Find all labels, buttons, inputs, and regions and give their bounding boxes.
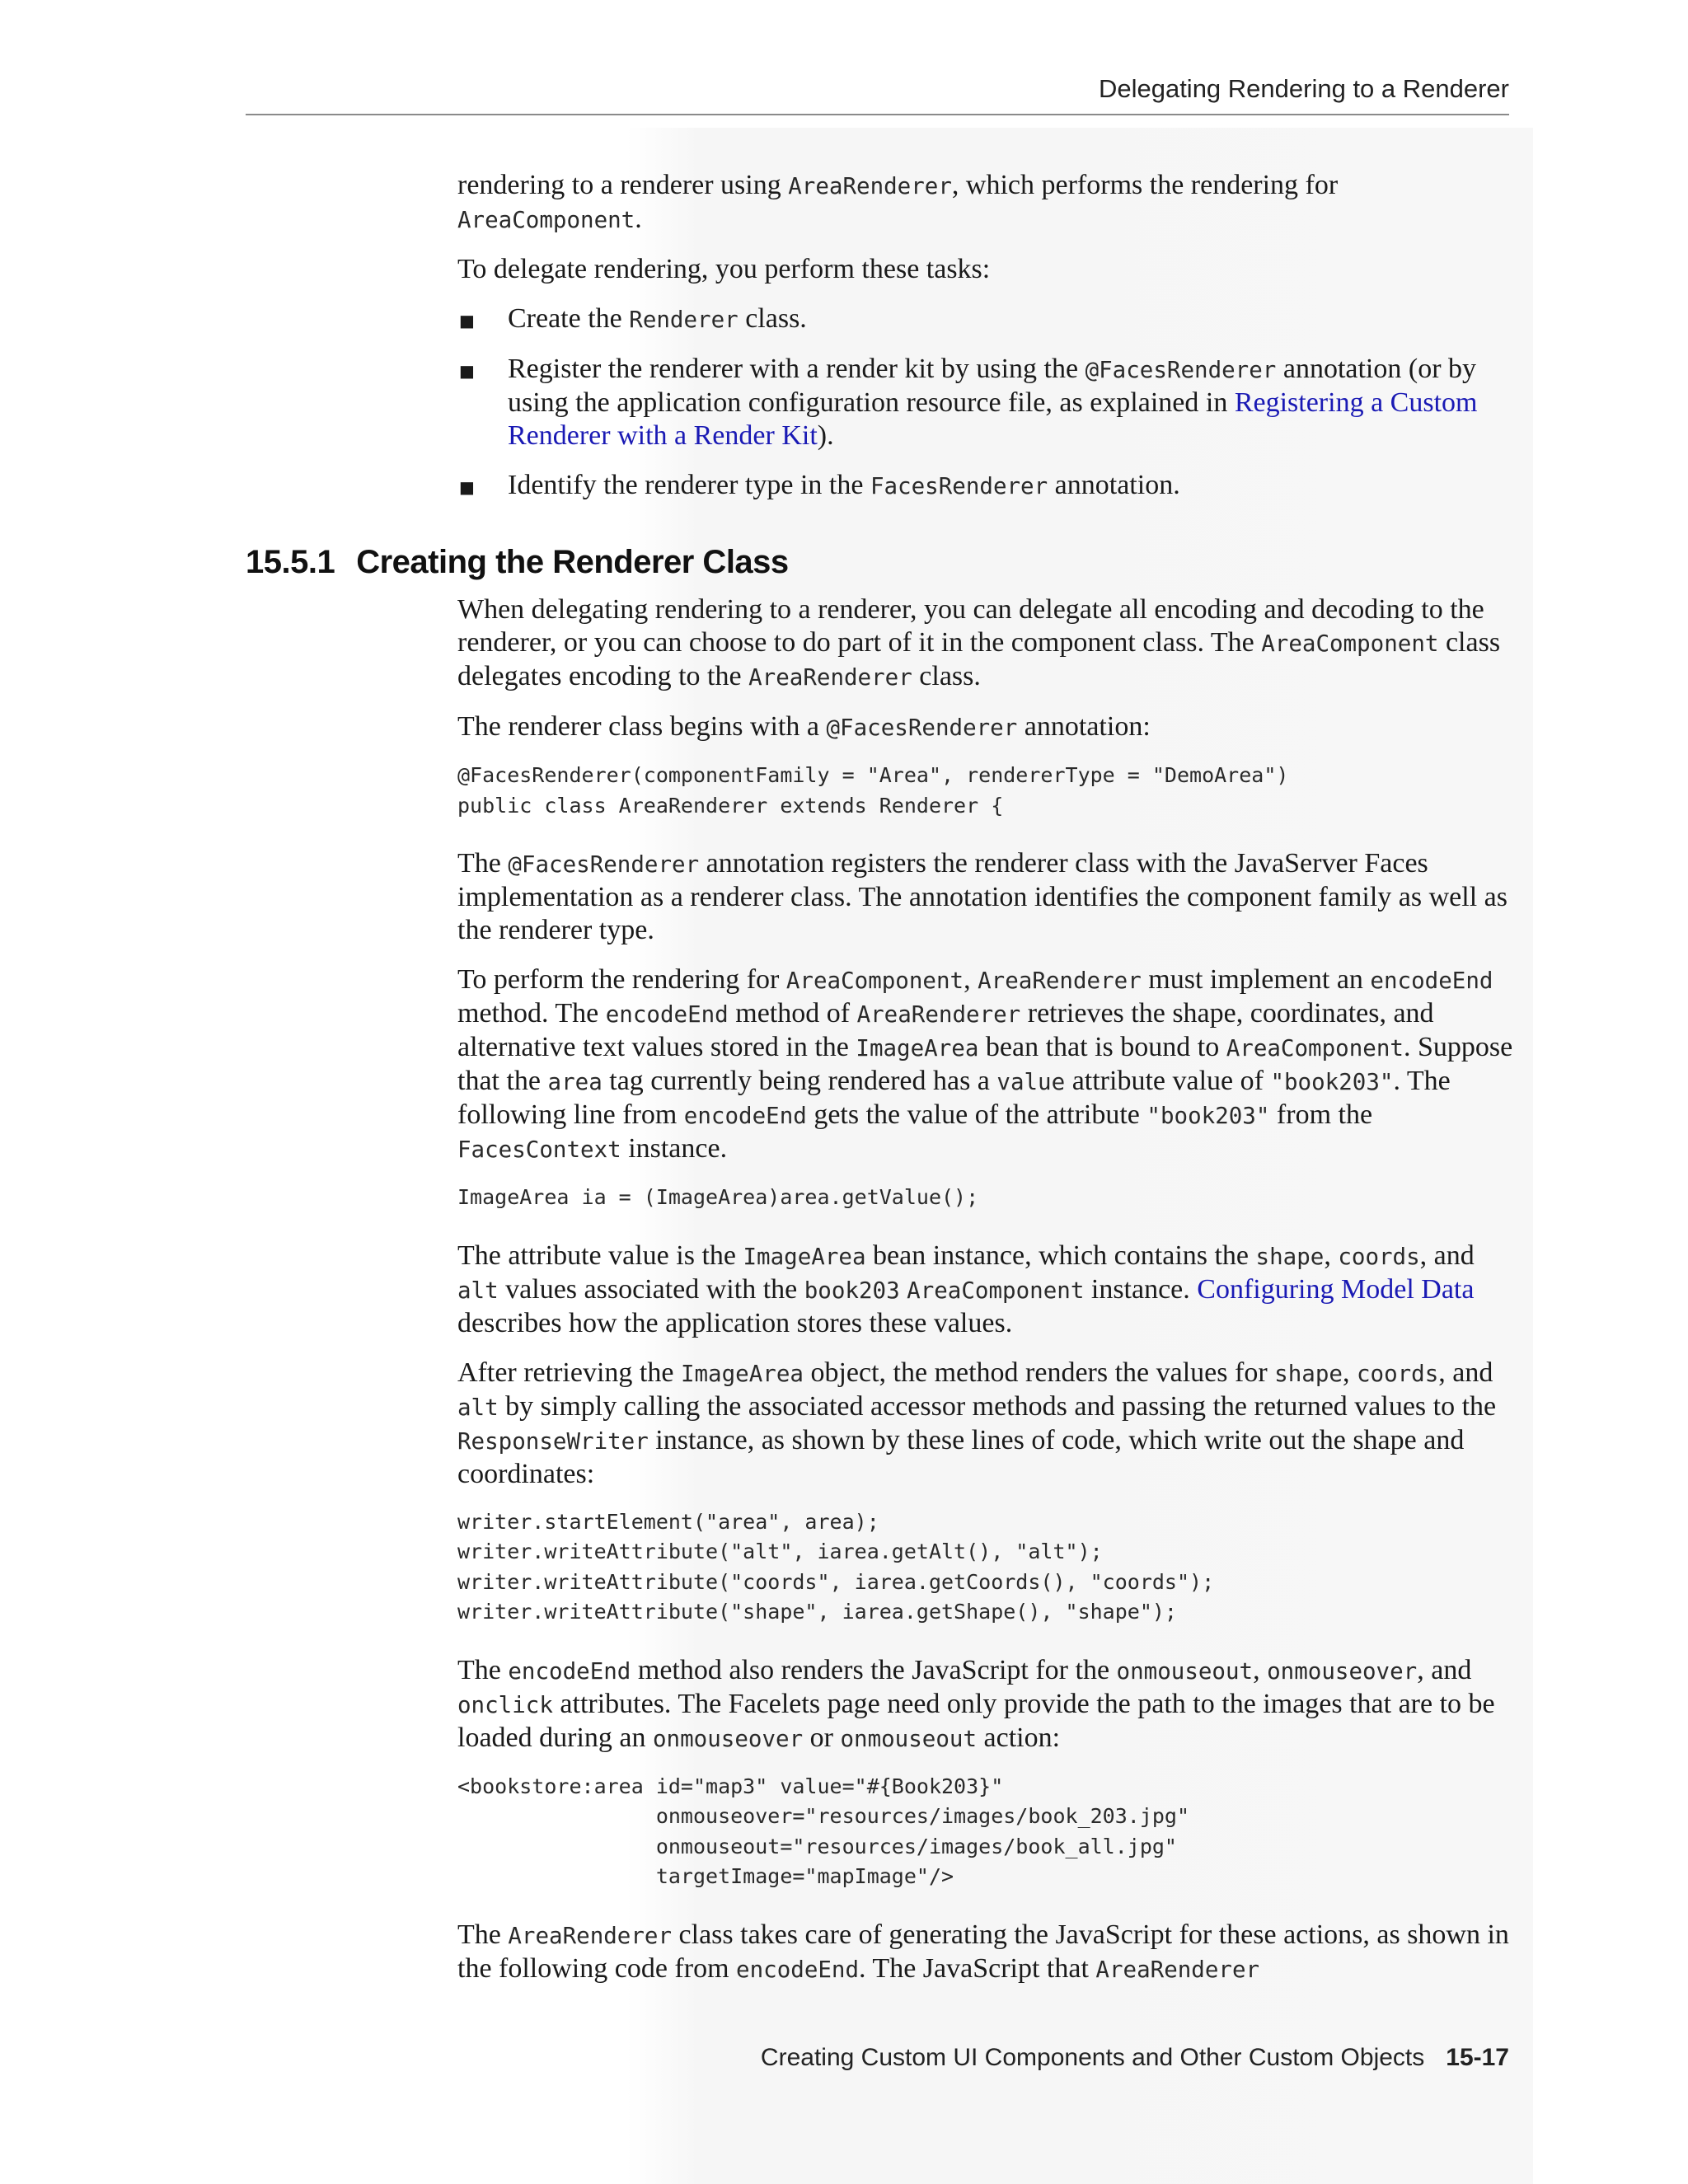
code-term: coords: [1338, 1243, 1420, 1270]
text: rendering to a renderer using: [457, 170, 789, 200]
text: , and: [1419, 1240, 1475, 1271]
text: instance.: [621, 1133, 728, 1164]
square-bullet-icon: ■: [459, 361, 475, 381]
code-term: ResponseWriter: [457, 1427, 649, 1455]
code-term: ImageArea: [743, 1243, 866, 1270]
text: attributes. The Facelets page need only provide the path to the images that are to be loaded during an: [457, 1688, 1495, 1753]
code-term: AreaComponent: [1261, 630, 1439, 657]
text: class.: [738, 303, 807, 334]
text: ,: [1253, 1654, 1268, 1685]
text: method. The: [457, 998, 606, 1029]
text: retrieves the shape, coordinates, and alternative text values stored in the: [457, 998, 1434, 1062]
text: annotation (or by using the application configuration resource file, as explained in: [508, 354, 1477, 418]
code-term: AreaRenderer: [978, 968, 1142, 994]
code-term: ImageArea: [680, 1360, 804, 1387]
code-term: FacesRenderer: [870, 473, 1048, 499]
link-configuring-model-data[interactable]: Configuring Model Data: [1197, 1273, 1475, 1305]
code-term: FacesContext: [457, 1137, 621, 1163]
code-term: @FacesRenderer: [508, 851, 700, 878]
code-term: AreaComponent: [785, 968, 964, 994]
text: To perform the rendering for: [457, 964, 786, 995]
text: class delegates encoding to the: [457, 627, 1501, 691]
list-item: [457, 469, 1517, 503]
code-term: alt: [457, 1277, 499, 1304]
text: When delegating rendering to a renderer, you can delegate all encoding and decoding to the renderer, or you can choose to do part of it in the component class. The: [457, 594, 1484, 658]
text: The: [457, 1919, 509, 1950]
code-term: AreaComponent: [907, 1277, 1085, 1304]
text: After retrieving the: [457, 1357, 681, 1388]
section-number: 15.5.1: [246, 544, 335, 580]
code-term: area: [547, 1069, 603, 1095]
text: from the: [1269, 1099, 1373, 1130]
text: , and: [1417, 1654, 1472, 1685]
text: . The following line from: [457, 1066, 1451, 1130]
code-term: AreaComponent: [457, 207, 635, 233]
text: annotation registers the renderer class with the JavaServer Faces implementation as a renderer class. The annotation identifies the component family as well as the renderer type.: [457, 848, 1507, 945]
section-paragraph-4: [457, 963, 1517, 1166]
code-term: shape: [1255, 1243, 1325, 1270]
section-paragraph-1: [457, 593, 1517, 694]
code-term: shape: [1274, 1360, 1343, 1387]
text: instance, as shown by these lines of code, which write out the shape and coordinates:: [457, 1424, 1465, 1489]
header-divider: [246, 114, 1509, 115]
code-term: @FacesRenderer: [826, 715, 1018, 741]
code-term: "book203": [1146, 1103, 1270, 1129]
code-term: Renderer: [629, 307, 738, 333]
text: method of: [728, 998, 857, 1029]
text: Identify the renderer type in the: [508, 470, 870, 500]
code-block-facelets: <bookstore:area id="map3" value="#{Book203}" onmouseover="resources/images/book_203.jpg" onmouseout="resources/images/book_all.jpg" targetImage="mapImage"/>: [457, 1774, 1190, 1888]
text: attribute value of: [1065, 1066, 1271, 1096]
text: . Suppose that the: [457, 1032, 1513, 1096]
text: bean that is bound to: [978, 1032, 1226, 1062]
text: tag currently being rendered has a: [602, 1066, 997, 1096]
link-registering-custom-renderer[interactable]: Registering a Custom Renderer with a Render Kit: [508, 387, 1478, 451]
text: instance.: [1084, 1273, 1198, 1305]
code-term: AreaRenderer: [856, 1001, 1021, 1028]
code-term: onmouseover: [653, 1725, 804, 1752]
text: Create the: [508, 303, 630, 334]
square-bullet-icon: ■: [459, 477, 475, 497]
code-term: encodeEnd: [683, 1103, 807, 1129]
text: class takes care of generating the JavaScript for these actions, as shown in the following code from: [457, 1919, 1509, 1984]
text: method also renders the JavaScript for the: [631, 1654, 1117, 1685]
code-term: encodeEnd: [736, 1956, 860, 1983]
code-block-getvalue: ImageArea ia = (ImageArea)area.getValue();: [457, 1185, 979, 1209]
text: Register the renderer with a render kit by using the: [508, 354, 1085, 384]
section-heading: [246, 544, 789, 581]
text: The: [457, 848, 509, 879]
list-item: [457, 353, 1517, 452]
section-paragraph-3: [457, 847, 1517, 947]
section-paragraph-6: [457, 1357, 1517, 1491]
code-term: onmouseout: [840, 1725, 978, 1752]
code-block-annotation: @FacesRenderer(componentFamily = "Area", rendererType = "DemoArea") public class AreaRenderer extends Renderer {: [457, 763, 1289, 818]
code-term: encodeEnd: [508, 1657, 631, 1685]
intro-content: [457, 169, 1517, 519]
section-paragraph-8: [457, 1919, 1517, 1986]
code-term: coords: [1356, 1360, 1439, 1387]
page-number: 15-17: [1446, 2044, 1509, 2071]
code-term: AreaRenderer: [1095, 1956, 1260, 1983]
code-term: encodeEnd: [1370, 968, 1493, 994]
text: [900, 1274, 907, 1305]
text: annotation.: [1048, 470, 1180, 500]
section-paragraph-5: [457, 1240, 1517, 1340]
text: The renderer class begins with a: [457, 711, 827, 742]
code-term: AreaRenderer: [508, 1922, 673, 1949]
section-paragraph-2: [457, 710, 1517, 744]
running-footer: [761, 2044, 1509, 2072]
text: . The JavaScript that: [859, 1952, 1096, 1984]
code-term: AreaRenderer: [788, 173, 952, 199]
footer-title: Creating Custom UI Components and Other Custom Objects: [760, 2044, 1425, 2071]
text: object, the method renders the values for: [803, 1357, 1275, 1388]
text: ,: [964, 964, 978, 995]
code-term: alt: [457, 1394, 499, 1421]
code-term: ImageArea: [856, 1035, 979, 1062]
text: ,: [1324, 1240, 1339, 1271]
text: gets the value of the attribute: [806, 1099, 1147, 1130]
text: ).: [817, 420, 834, 451]
intro-paragraph-2: To delegate rendering, you perform these tasks:: [457, 254, 991, 284]
text: , which performs the rendering for: [951, 170, 1339, 200]
code-term: onclick: [457, 1691, 553, 1718]
text: or: [803, 1722, 841, 1753]
square-bullet-icon: ■: [459, 311, 475, 330]
text: annotation:: [1017, 711, 1151, 742]
text: class.: [912, 661, 981, 691]
code-term: onmouseover: [1267, 1657, 1418, 1685]
text: The: [457, 1654, 509, 1685]
task-list: [457, 302, 1517, 503]
intro-paragraph-1: [457, 169, 1517, 237]
section-title: Creating the Renderer Class: [356, 544, 789, 580]
code-term: encodeEnd: [605, 1001, 729, 1028]
text: values associated with the: [498, 1273, 804, 1305]
text: must implement an: [1141, 964, 1371, 995]
text: .: [635, 204, 642, 234]
section-paragraph-7: [457, 1654, 1517, 1755]
code-term: value: [996, 1069, 1066, 1095]
text: The attribute value is the: [457, 1240, 743, 1271]
text: , and: [1438, 1357, 1493, 1388]
text: bean instance, which contains the: [865, 1240, 1256, 1271]
code-term: "book203": [1270, 1069, 1394, 1095]
text: ,: [1342, 1357, 1357, 1388]
code-term: @FacesRenderer: [1085, 357, 1277, 383]
text: by simply calling the associated accessor methods and passing the returned values to the: [498, 1390, 1497, 1422]
list-item: [457, 302, 1517, 336]
section-content: [457, 593, 1517, 1986]
running-header: Delegating Rendering to a Renderer: [1098, 74, 1509, 103]
code-term: AreaRenderer: [748, 664, 912, 691]
code-block-writer: writer.startElement("area", area); writer.writeAttribute("alt", iarea.getAlt(), "alt"); writer.writeAttribute("coords", iarea.getCoords(), "coords"); writer.writeAttribute("shape", iarea.getShape(), "shape");: [457, 1509, 1215, 1624]
code-term: AreaComponent: [1226, 1035, 1404, 1062]
code-term: onmouseout: [1116, 1657, 1254, 1685]
text: action:: [977, 1722, 1061, 1753]
text: describes how the application stores these values.: [457, 1307, 1013, 1338]
code-term: book203: [804, 1277, 900, 1304]
